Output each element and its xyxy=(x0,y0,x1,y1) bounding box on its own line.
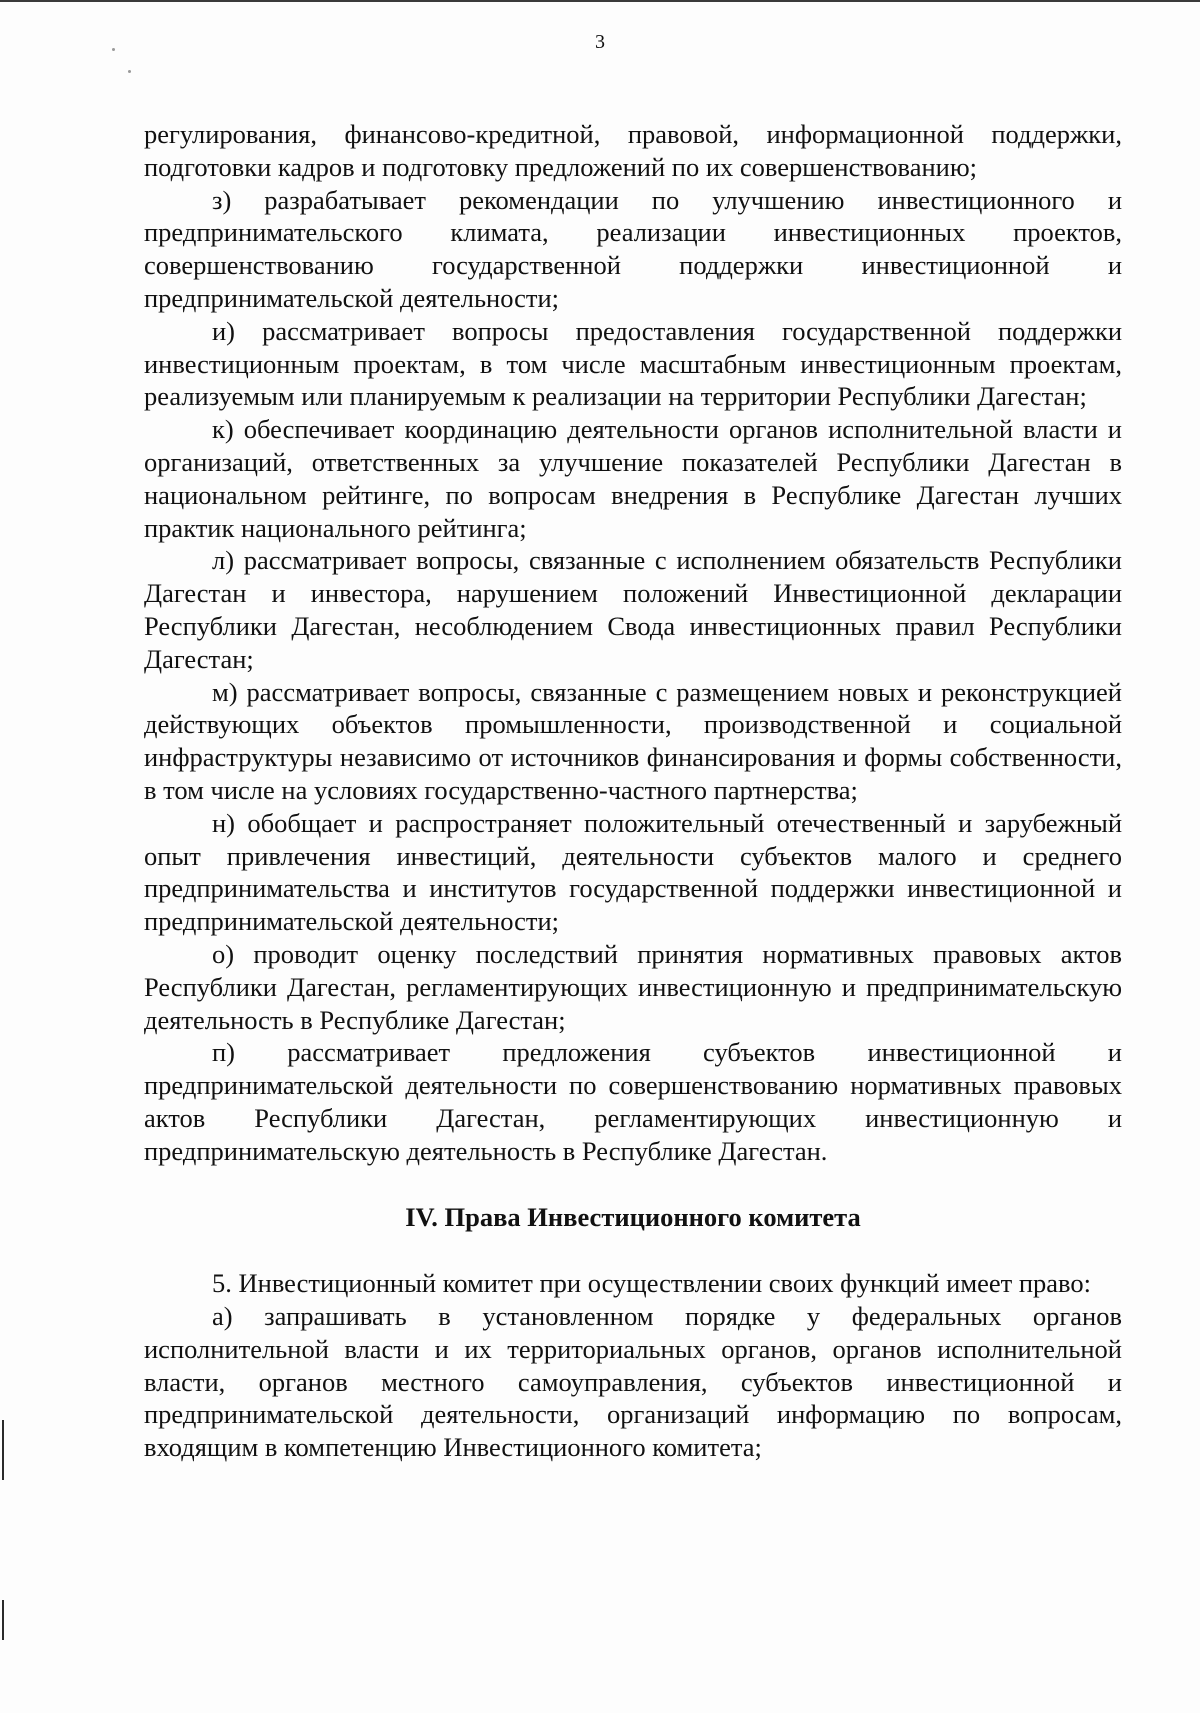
paragraph-item-z: з) разрабатывает рекомендации по улучшению инвестиционного и предпринимательского климата, реализации инвестиционных проектов, совершенствованию государственной поддержки инвестиционной и предпринимательской деятельности; xyxy=(144,184,1122,313)
scan-top-edge xyxy=(0,0,1200,2)
paragraph-item-i: и) рассматривает вопросы предоставления государственной поддержки инвестиционным проектам, в том числе масштабным инвестиционным проектам, реализуемым или планируемым к реализации на территории Республики Дагестан; xyxy=(144,315,1122,412)
document-body xyxy=(144,118,1122,1464)
page-number: 3 xyxy=(595,31,605,53)
paragraph-item-p: п) рассматривает предложения субъектов инвестиционной и предпринимательской деятельности по совершенствованию нормативных правовых актов Республики Дагестан, регламентирующих инвестиционную и предпринимательскую деятельность в Республике Дагестан. xyxy=(144,1037,1122,1166)
paragraph-item-n: н) обобщает и распространяет положительный отечественный и зарубежный опыт привлечения инвестиций, деятельности субъектов малого и среднего предпринимательства и институтов государственной поддержки инвестиционной и предпринимательской деятельности; xyxy=(144,807,1122,937)
paragraph-item-m: м) рассматривает вопросы, связанные с размещением новых и реконструкцией действующих объектов промышленности, производственной и социальной инфраструктуры независимо от источников финансирования и формы собственности, в том числе на условиях государственно-частного партнерства; xyxy=(144,676,1122,805)
paragraph-item-o: о) проводит оценку последствий принятия нормативных правовых актов Республики Дагестан, регламентирующих инвестиционную и предпринимательскую деятельность в Республике Дагестан; xyxy=(144,938,1122,1035)
scan-speck xyxy=(128,70,131,73)
paragraph-clause-5: 5. Инвестиционный комитет при осуществлении своих функций имеет право: xyxy=(212,1268,1091,1299)
paragraph-item-l: л) рассматривает вопросы, связанные с исполнением обязательств Республики Дагестан и инвестора, нарушением положений Инвестиционной декларации Республики Дагестан, несоблюдением Свода инвестиционных правил Республики Дагестан; xyxy=(144,545,1122,674)
section-heading: IV. Права Инвестиционного комитета xyxy=(405,1201,861,1232)
paragraph-item-a: а) запрашивать в установленном порядке у федеральных органов исполнительной власти и их территориальных органов, органов исполнительной власти, органов местного самоуправления, субъектов инвестиционной и предпринимательской деятельности, организаций информацию по вопросам, входящим в компетенцию Инвестиционного комитета; xyxy=(144,1301,1122,1463)
paragraph-continuation: регулирования, финансово-кредитной, правовой, информационной поддержки, подготовки кадров и подготовку предложений по их совершенствованию; xyxy=(144,119,1122,182)
scan-edge-mark xyxy=(2,1420,4,1480)
paragraph-item-k: к) обеспечивает координацию деятельности органов исполнительной власти и организаций, ответственных за улучшение показателей Республики Дагестан в национальном рейтинге, по вопросам внедрения в Республике Дагестан лучших практик национального рейтинга; xyxy=(144,414,1122,543)
scan-edge-mark xyxy=(2,1600,4,1640)
